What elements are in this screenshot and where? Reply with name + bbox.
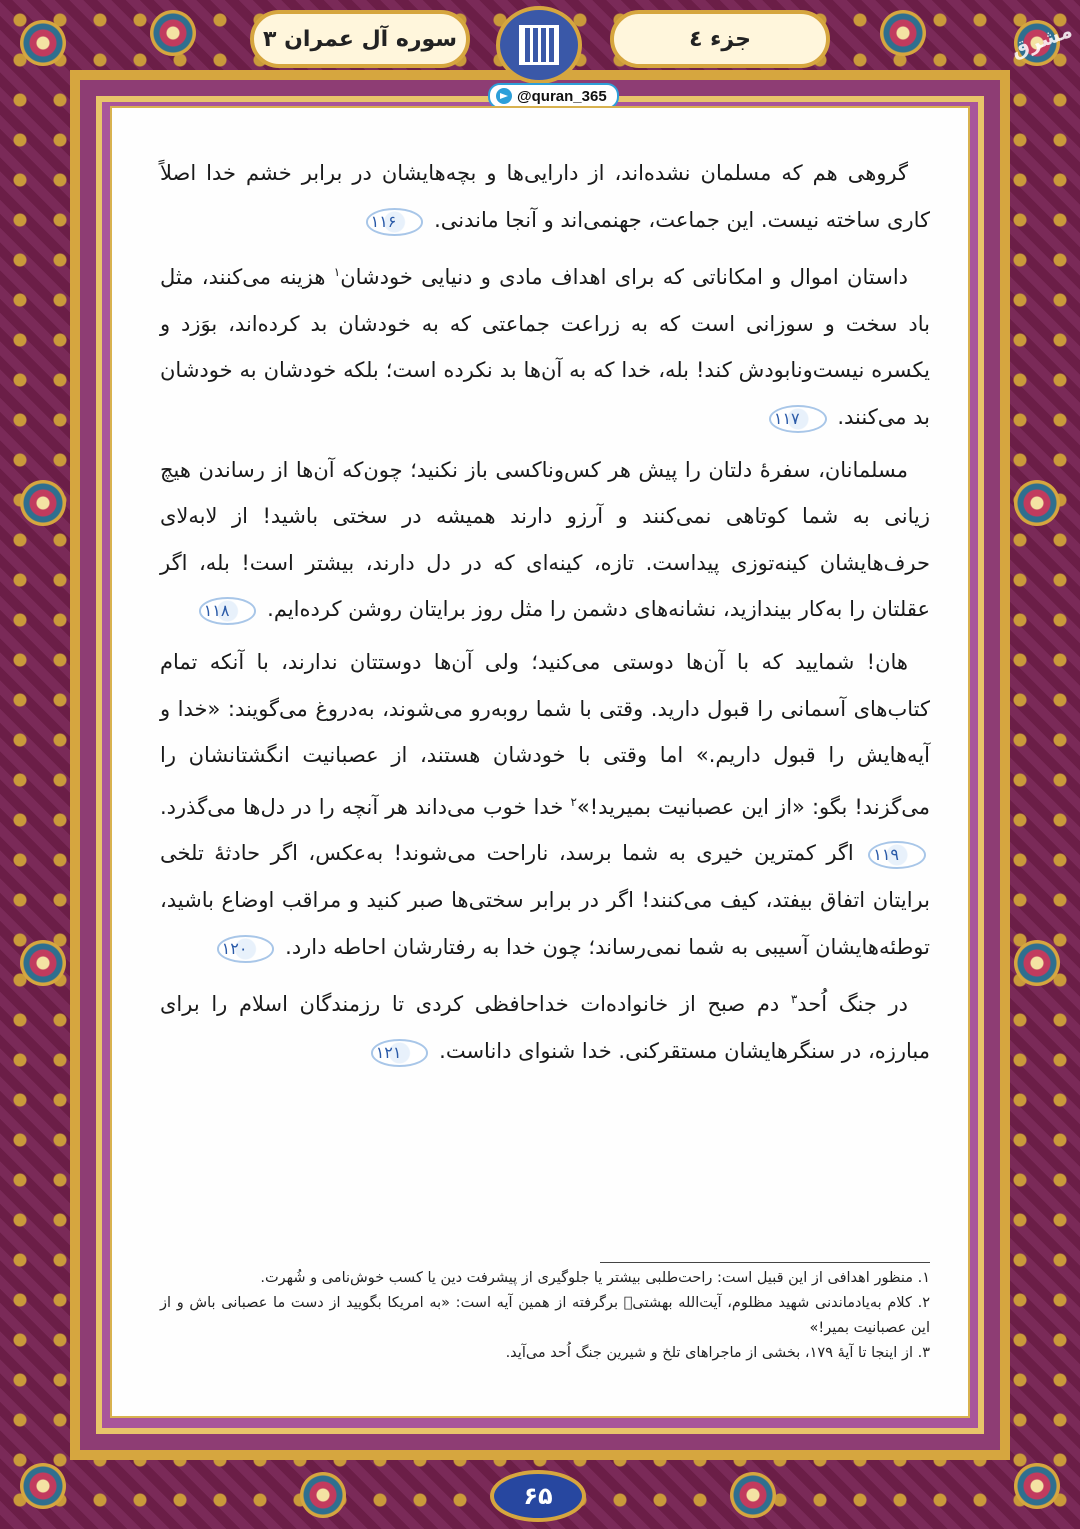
paragraph (160, 639, 930, 970)
ayah-number: ۱۲۰ (217, 935, 275, 963)
rosette-ornament (150, 10, 196, 56)
page-number: ۶۵ (490, 1470, 586, 1522)
paragraph-text: خدا خوب می‌داند هر آنچه را در دل‌ها می‌گذرد. (160, 794, 571, 819)
rosette-ornament (730, 1472, 776, 1518)
surah-title: سوره آل عمران ۳ (250, 10, 470, 68)
ayah-number: ۱۱۹ (868, 841, 926, 869)
quran-logo-icon (496, 6, 582, 84)
telegram-icon (496, 88, 512, 104)
channel-handle-text: @quran_365 (517, 87, 607, 105)
paragraph (160, 447, 930, 633)
rosette-ornament (20, 1463, 66, 1509)
watermark-logo: مشرق (1007, 17, 1076, 63)
paragraph-text: هزینه می‌کنند، مثل باد سخت و سوزانی است که به زراعت جماعتی که به خودشان بد کرده‌اند، بوَزد و یکسره نیست‌ونابودش کند! بله، خدا که به آن‌ها بد نکرده است؛ بلکه خودشان به خودشان بد می‌کنند. (160, 265, 930, 429)
ayah-number: ۱۲۱ (371, 1039, 429, 1067)
juz-label: جزء ٤ (610, 10, 830, 68)
paragraph-text: اگر کمترین خیری به شما برسد، ناراحت می‌شوند! به‌عکس، اگر حادثهٔ تلخی برایتان اتفاق بیفتد، کیف می‌کنند! اگر در برابر سختی‌ها صبر کنید و مراقب اوضاع باشید، توطئه‌هایشان آسیبی به شما نمی‌رساند؛ چون خدا به رفتارشان احاطه دارد. (160, 841, 930, 959)
footnote-marker: ۱ (333, 265, 341, 280)
footnote-marker: ۳ (790, 992, 798, 1007)
paragraph-text: دم صبح از خانواده‌ات خداحافظی کردی تا رزمندگان اسلام را برای مبارزه، در سنگرهایشان مستقرکنی. خدا شنوای داناست. (160, 992, 930, 1063)
rosette-ornament (1014, 940, 1060, 986)
paragraph-text: گروهی هم که مسلمان نشده‌اند، از دارایی‌ها و بچه‌هایشان در برابر خشم خدا اصلاً کاری ساخته نیست. این جماعت، جهنمی‌اند و آنجا ماندنی. (160, 161, 930, 232)
paragraph (160, 976, 930, 1074)
paragraph (160, 150, 930, 243)
paragraph-text: داستان اموال و امکاناتی که برای اهداف مادی و دنیایی خودشان (340, 265, 909, 290)
paragraph-text: هان! شمایید که با آن‌ها دوستی می‌کنید؛ ولی آن‌ها دوستتان ندارند، با آنکه تمام کتاب‌های آسمانی را قبول دارید. وقتی با شما روبه‌رو می‌شوند، به‌دروغ می‌گویند: «خدا و آیه‌هایش را قبول داریم.» اما وقتی با خودشان هستند، از عصبانیت انگشتانشان را می‌گزند! بگو: «از این عصبانیت بمیرید!» (160, 649, 930, 819)
ayah-number: ۱۱۶ (366, 208, 424, 236)
paragraph (160, 249, 930, 440)
rosette-ornament (20, 480, 66, 526)
rosette-ornament (300, 1472, 346, 1518)
ayah-number: ۱۱۷ (769, 405, 827, 433)
footnote-marker: ۲ (570, 794, 577, 809)
footnote: ۳. از اینجا تا آیهٔ ۱۷۹، بخشی از ماجراهای تلخ و شیرین جنگ اُحد می‌آید. (505, 1345, 930, 1361)
paragraph-text: در جنگ اُحد (797, 992, 908, 1017)
rosette-ornament (1014, 480, 1060, 526)
rosette-ornament (20, 940, 66, 986)
rosette-ornament (1014, 1463, 1060, 1509)
footnote-divider (600, 1262, 930, 1263)
footnote: ۱. منظور اهدافی از این قبیل است: راحت‌طلبی بیشتر یا جلوگیری از پیشرفت دین یا کسب خوش‌نامی و شُهرت. (260, 1270, 930, 1286)
rosette-ornament (880, 10, 926, 56)
translation-text (160, 150, 930, 1080)
rosette-ornament (20, 20, 66, 66)
footnotes (160, 1266, 930, 1366)
paragraph-text: مسلمانان، سفرهٔ دلتان را پیش هر کس‌وناکسی باز نکنید؛ چون‌که آن‌ها از رساندن هیچ زیانی به شما کوتاهی نمی‌کنند و آرزو دارند همیشه در سختی باشید! از لابه‌لای حرف‌هایشان کینه‌توزی پیداست. تازه، کینه‌ای که در دل دارند، بیشتر است! بله، اگر عقلتان را به‌کار بیندازید، نشانه‌های دشمن را مثل روز برایتان روشن کرده‌ایم. (160, 457, 930, 622)
ayah-number: ۱۱۸ (199, 597, 257, 625)
footnote: ۲. کلام به‌یادماندنی شهید مظلوم، آیت‌الله بهشتی﷫ برگرفته از همین آیه است: «به امریکا بگویید از دست ما عصبانی باش و از این عصبانیت بمیر!» (160, 1295, 930, 1336)
